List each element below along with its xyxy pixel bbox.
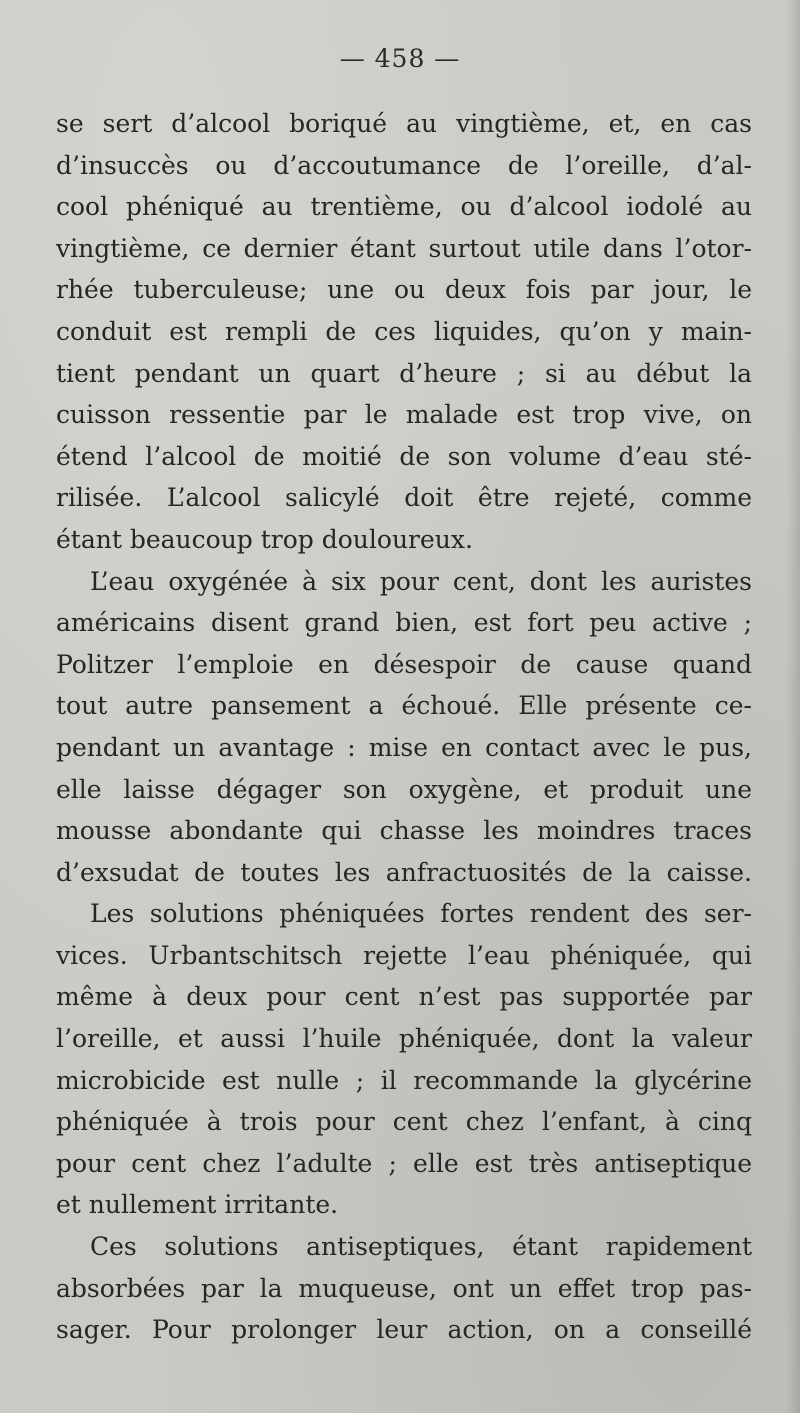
- text-line: sager. Pour prolonger leur action, on a conseillé: [56, 1315, 752, 1345]
- text-line: pendant un avantage : mise en contact avec le pus,: [56, 732, 752, 762]
- text-line: phéniquée à trois pour cent chez l’enfant, à cinq: [56, 1107, 752, 1137]
- text-line: elle laisse dégager son oxygène, et produit une: [56, 774, 752, 804]
- text-line: tient pendant un quart d’heure ; si au début la: [56, 358, 752, 388]
- text-line: cool phéniqué au trentième, ou d’alcool iodolé au: [56, 192, 752, 222]
- paragraph: [56, 893, 752, 1226]
- text-line: se sert d’alcool boriqué au vingtième, et, en cas: [56, 109, 752, 138]
- text-line: absorbées par la muqueuse, ont un effet trop pas-: [56, 1273, 752, 1303]
- text-line: rilisée. L’alcool salicylé doit être rejeté, comme: [56, 483, 752, 513]
- text-line: vices. Urbantschitsch rejette l’eau phéniquée, qui: [56, 940, 752, 970]
- text-line: d’exsudat de toutes les anfractuosités de la caisse.: [56, 857, 752, 887]
- text-line: d’insuccès ou d’accoutumance de l’oreille, d’al-: [56, 150, 752, 180]
- body-text: [56, 103, 752, 1351]
- paragraph: [56, 1226, 752, 1351]
- paragraph: [56, 103, 752, 561]
- page-edge-shadow: [786, 0, 800, 1413]
- text-line: conduit est rempli de ces liquides, qu’on y main-: [56, 316, 752, 346]
- text-line: étant beaucoup trop douloureux.: [56, 524, 473, 554]
- text-line: tout autre pansement a échoué. Elle présente ce-: [56, 691, 752, 721]
- paragraph: [56, 561, 752, 894]
- text-line: l’oreille, et aussi l’huile phéniquée, dont la valeur: [56, 1024, 752, 1054]
- text-line: mousse abondante qui chasse les moindres traces: [56, 816, 752, 846]
- text-line: Politzer l’emploie en désespoir de cause quand: [56, 649, 752, 679]
- text-line: américains disent grand bien, est fort peu active ;: [56, 608, 752, 638]
- text-line: Ces solutions antiseptiques, étant rapidement: [90, 1232, 752, 1262]
- text-line: même à deux pour cent n’est pas supportée par: [56, 982, 752, 1012]
- page-number: — 458 —: [339, 44, 461, 73]
- text-line: cuisson ressentie par le malade est trop vive, on: [56, 400, 752, 430]
- text-line: rhée tuberculeuse; une ou deux fois par jour, le: [56, 275, 752, 305]
- text-line: Les solutions phéniquées fortes rendent des ser-: [90, 899, 752, 929]
- text-line: et nullement irritante.: [56, 1190, 339, 1220]
- text-line: étend l’alcool de moitié de son volume d’eau sté-: [56, 441, 752, 471]
- text-line: pour cent chez l’adulte ; elle est très antiseptique: [56, 1148, 752, 1178]
- text-line: L’eau oxygénée à six pour cent, dont les auristes: [90, 566, 752, 596]
- text-line: microbicide est nulle ; il recommande la glycérine: [56, 1065, 752, 1095]
- text-line: vingtième, ce dernier étant surtout utile dans l’otor-: [56, 233, 752, 263]
